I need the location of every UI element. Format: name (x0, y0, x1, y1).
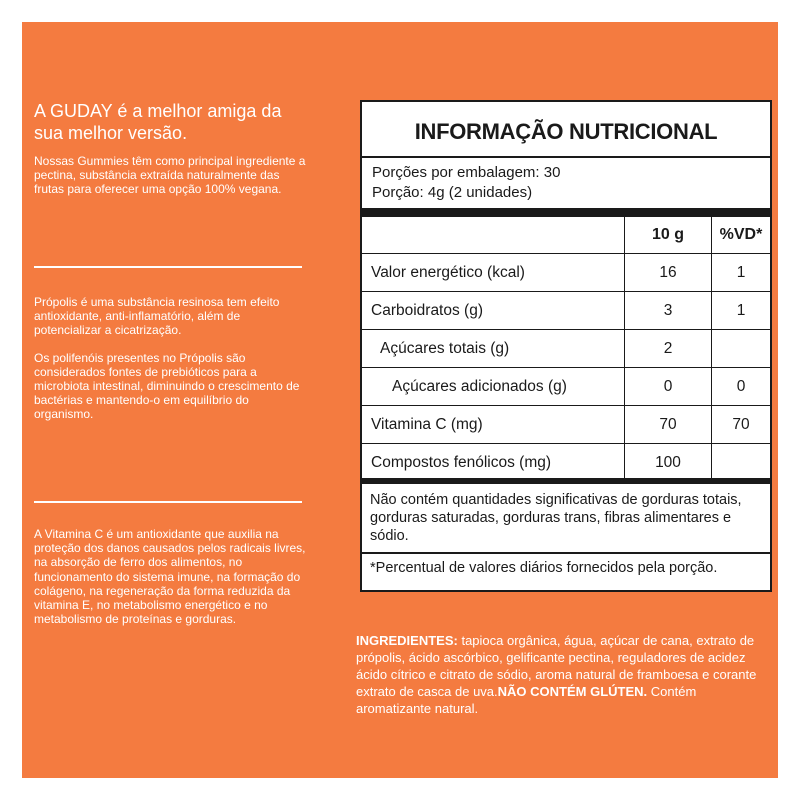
label-footnote: *Percentual de valores diários fornecidos pela porção. (370, 560, 718, 576)
table-row (362, 444, 770, 482)
info-column (34, 100, 310, 197)
vitamin-c-section (34, 527, 310, 626)
gluten-warning: NÃO CONTÉM GLÚTEN. (497, 684, 648, 699)
table-row (362, 368, 770, 406)
table-row (362, 406, 770, 444)
nutrient-name: Valor energético (kcal) (362, 254, 625, 292)
nutrient-amount: 16 (625, 254, 712, 292)
serving-size: Porção: 4g (2 unidades) (372, 184, 533, 201)
intro-text: Nossas Gummies têm como principal ingrediente a pectina, substância extraída naturalmente das frutas para oferecer uma opção 100% vegana. (34, 154, 306, 197)
label-note: Não contém quantidades significativas de gorduras totais, gorduras saturadas, gorduras trans, fibras alimentares e sódio. (370, 492, 742, 544)
propolis-text-2: Os polifenóis presentes no Própolis são considerados fontes de prebióticos para a microbiota intestinal, diminuindo o crescimento de bactérias e mantendo-o em equilíbrio do organismo. (34, 350, 300, 422)
ingredients-block (356, 632, 766, 717)
header-blank (362, 217, 625, 254)
nutrient-name: Açúcares adicionados (g) (362, 368, 625, 406)
thick-rule (362, 208, 770, 217)
nutrition-facts-label (360, 100, 772, 592)
nutrient-name: Açúcares totais (g) (362, 330, 625, 368)
servings-info (372, 163, 560, 203)
table-row (362, 330, 770, 368)
nutrient-name: Carboidratos (g) (362, 292, 625, 330)
vitamin-c-text: A Vitamina C é um antioxidante que auxilia na proteção dos danos causados pelos radicais livres, na absorção de ferro dos alimentos, no funcionamento do sistema imune, na formação do colágeno, na regeneração da forma reduzida da vitamina E, no metabolismo energético e no metabolismo de proteínas e gorduras. (34, 527, 306, 627)
nutrient-dv: 1 (712, 292, 771, 330)
nutrient-dv: 1 (712, 254, 771, 292)
nutrition-table (362, 217, 770, 482)
nutrient-amount: 3 (625, 292, 712, 330)
divider (34, 501, 302, 503)
headline: A GUDAY é a melhor amiga da sua melhor versão. (34, 101, 282, 143)
nutrient-amount: 100 (625, 444, 712, 482)
divider (34, 266, 302, 268)
table-row (362, 292, 770, 330)
nutrient-amount: 0 (625, 368, 712, 406)
title-rule (362, 156, 770, 158)
nutrient-dv (712, 444, 771, 482)
nutrient-dv (712, 330, 771, 368)
flavoring-note: Contém aromatizante natural. (356, 684, 697, 716)
propolis-section (34, 295, 310, 422)
nutrient-name: Compostos fenólicos (mg) (362, 444, 625, 482)
header-amount: 10 g (625, 217, 712, 254)
nutrient-amount: 70 (625, 406, 712, 444)
nutrient-amount: 2 (625, 330, 712, 368)
nutrient-name: Vitamina C (mg) (362, 406, 625, 444)
thick-rule (362, 478, 770, 484)
table-header-row (362, 217, 770, 254)
note-rule (362, 552, 770, 554)
header-dv: %VD* (712, 217, 771, 254)
servings-per-package: Porções por embalagem: 30 (372, 164, 561, 181)
ingredients-heading: INGREDIENTES: (356, 633, 458, 648)
ingredients-text: tapioca orgânica, água, açúcar de cana, extrato de própolis, ácido ascórbico, gelificante pectina, reguladores de acidez ácido cítrico e citrato de sódio, aroma natural de framboesa e corante extrato de casca de uva. (356, 633, 757, 699)
nutrient-dv: 70 (712, 406, 771, 444)
label-title: INFORMAÇÃO NUTRICIONAL (414, 119, 718, 144)
table-row (362, 254, 770, 292)
nutrient-dv: 0 (712, 368, 771, 406)
propolis-text-1: Própolis é uma substância resinosa tem efeito antioxidante, anti-inflamatório, além de potencializar a cicatrização. (34, 295, 280, 338)
